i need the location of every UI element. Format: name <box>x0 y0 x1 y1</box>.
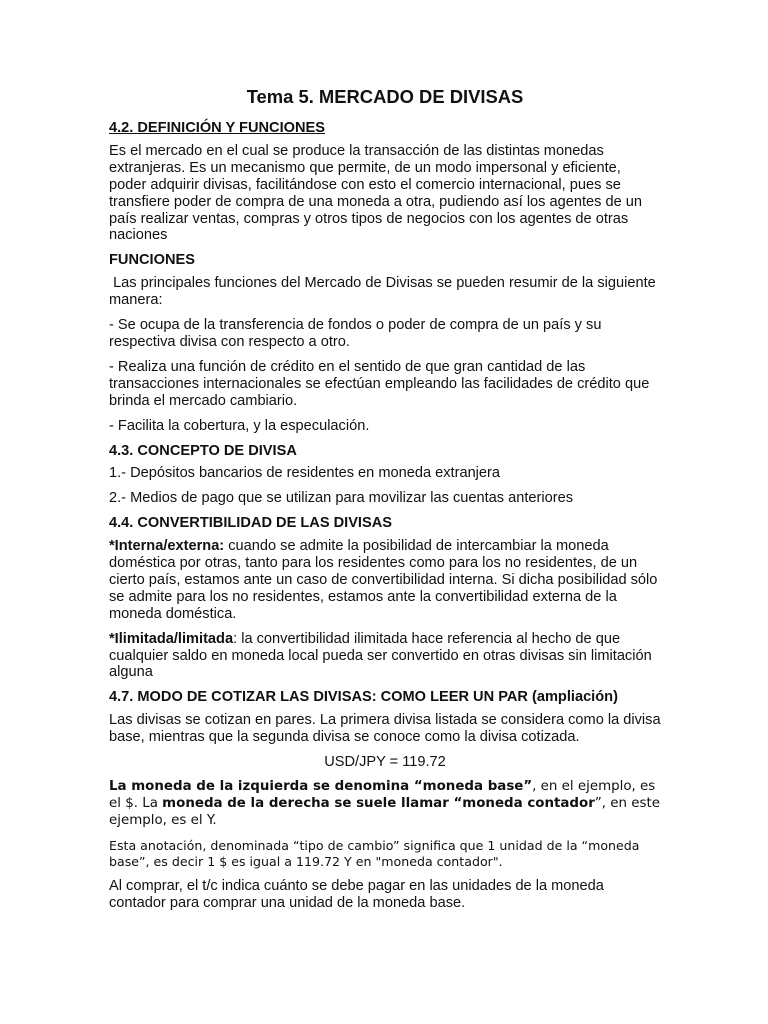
section-4-3-heading: 4.3. CONCEPTO DE DIVISA <box>109 442 297 459</box>
interna-externa-label: *Interna/externa: <box>109 538 225 555</box>
section-4-2-paragraph: Es el mercado en el cual se produce la transacción de las distintas monedas extranjeras. Es un mecanismo que permite, de un modo impersonal y eficiente, poder adquirir divisas, facilitándose con esto el comercio internacional, pues se transfiere poder de compra de una moneda a otra, pudiendo así los agentes de un país realizar ventas, compras y otros tipos de negocios con los agentes de otras naciones <box>109 142 643 244</box>
interna-externa-text: cuando se admite la posibilidad de intercambiar la moneda doméstica por otras, tanto para los residentes como para los no residentes, de un cierto país, estamos ante un caso de convertibilidad interna. Si dicha posibilidad sólo se admite para los no residentes, estamos ante la convertibilidad externa de la moneda doméstica. <box>109 538 658 622</box>
cotizar-paragraph-3: Esta anotación, denominada “tipo de cambio” significa que 1 unidad de la “moneda base”, es decir 1 $ es igual a 119.72 Y en "moneda contador". <box>109 837 640 869</box>
funciones-item-1: - Se ocupa de la transferencia de fondos o poder de compra de un país y su respectiva divisa con respecto a otro. <box>109 317 602 350</box>
section-4-2-heading: 4.2. DEFINICIÓN Y FUNCIONES <box>109 120 325 136</box>
funciones-item-3: - Facilita la cobertura, y la especulación. <box>109 417 370 434</box>
moneda-contador-bold: moneda de la derecha se suele llamar “moneda contador <box>162 795 595 811</box>
funciones-item-2: - Realiza una función de crédito en el sentido de que gran cantidad de las transacciones internacionales se efectúan empleando las facilidades de crédito que brinda el mercado cambiario. <box>109 358 650 409</box>
ilimitada-limitada-label: *Ilimitada/limitada <box>109 630 234 647</box>
funciones-intro: Las principales funciones del Mercado de Divisas se pueden resumir de la siguiente manera: <box>109 275 660 309</box>
moneda-base-text: , en el ejemplo, es el $. La <box>109 779 660 811</box>
document-page <box>109 86 661 920</box>
cotizar-paragraph-1: Las divisas se cotizan en pares. La primera divisa listada se considera como la divisa base, mientras que la segunda divisa se conoce como la divisa cotizada. <box>109 712 661 746</box>
section-4-4-heading: 4.4. CONVERTIBILIDAD DE LAS DIVISAS <box>109 515 392 532</box>
currency-pair-example: USD/JPY = 119.72 <box>324 754 446 771</box>
cotizar-paragraph-4: Al comprar, el t/c indica cuánto se debe pagar en las unidades de la moneda contador para comprar una unidad de la moneda base. <box>109 877 604 911</box>
moneda-base-bold: La moneda de la izquierda se denomina “moneda base” <box>109 779 533 794</box>
page-title: Tema 5. MERCADO DE DIVISAS <box>246 86 524 107</box>
section-4-7-heading: 4.7. MODO DE COTIZAR LAS DIVISAS: COMO LEER UN PAR (ampliación) <box>109 689 618 706</box>
convertibilidad-ilimitada-paragraph <box>109 631 661 682</box>
concepto-item-1: 1.- Depósitos bancarios de residentes en moneda extranjera <box>109 465 501 482</box>
concepto-item-2: 2.- Medios de pago que se utilizan para movilizar las cuentas anteriores <box>109 490 574 507</box>
convertibilidad-interna-paragraph <box>109 538 661 623</box>
cotizar-paragraph-2 <box>109 779 661 830</box>
moneda-contador-text: ”, en este ejemplo, es el Y. <box>109 795 660 828</box>
funciones-heading: FUNCIONES <box>109 252 195 269</box>
ilimitada-limitada-text: : la convertibilidad ilimitada hace referencia al hecho de que cualquier saldo en moneda local pueda ser convertido en otras divisas sin limitación alguna <box>109 630 652 681</box>
